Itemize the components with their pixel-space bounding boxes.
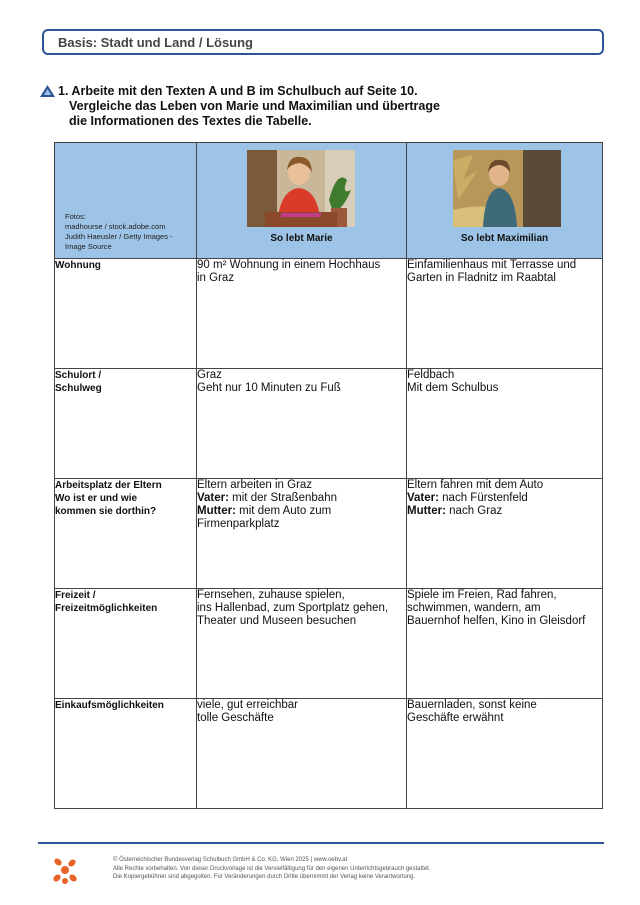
maximilian-photo: [453, 150, 561, 227]
maximilian-cell: Einfamilienhaus mit Terrasse und Garten in Fladnitz im Raabtal: [407, 259, 603, 369]
marie-cell: 90 m² Wohnung in einem Hochhaus in Graz: [197, 259, 407, 369]
footer-line: Alle Rechte vorbehalten. Von dieser Druckvorlage ist die Vervielfältigung für den eigenen Unterrichtsgebrauch gestattet.: [113, 865, 431, 872]
marie-caption: So lebt Marie: [270, 233, 333, 244]
credit-line: Fotos:: [65, 212, 86, 221]
table-row: [55, 589, 603, 699]
footer-line: Die Kopiergebühren sind abgegolten. Für Veränderungen durch Dritte übernimmt der Verlag keine Verantwortung.: [113, 874, 416, 880]
credit-line: Judith Haeusler / Getty Images -: [65, 232, 173, 241]
row-label: Wohnung: [55, 259, 197, 369]
maximilian-cell: Eltern fahren mit dem Auto Vater: nach Fürstenfeld Mutter: nach Graz: [407, 479, 603, 589]
row-label: Freizeit / Freizeitmöglichkeiten: [55, 589, 197, 699]
marie-cell: Fernsehen, zuhause spielen, ins Hallenbad, zum Sportplatz gehen, Theater und Museen besuchen: [197, 589, 407, 699]
footer-line: © Österreichischer Bundesverlag Schulbuch GmbH & Co. KG, Wien 2025 | www.oebv.at: [113, 857, 348, 863]
table-row: [55, 699, 603, 809]
row-label: Arbeitsplatz der Eltern Wo ist er und wie kommen sie dorthin?: [55, 479, 197, 589]
comparison-table: [54, 142, 603, 809]
table-row: [55, 369, 603, 479]
table-row: [55, 259, 603, 369]
photo-credits: [65, 212, 173, 252]
row-label: Einkaufsmöglichkeiten: [55, 699, 197, 809]
triangle-difficulty-icon: [40, 85, 55, 97]
footer-copyright: [113, 856, 431, 882]
oebv-logo-icon: [52, 856, 78, 884]
table-row: [55, 479, 603, 589]
marie-cell: viele, gut erreichbar tolle Geschäfte: [197, 699, 407, 809]
maximilian-cell: Spiele im Freien, Rad fahren, schwimmen, wandern, am Bauernhof helfen, Kino in Gleisdorf: [407, 589, 603, 699]
task-line: Vergleiche das Leben von Marie und Maximilian und übertrage: [69, 99, 440, 113]
photo-credits-cell: [55, 143, 197, 259]
maximilian-cell: Feldbach Mit dem Schulbus: [407, 369, 603, 479]
table-header-row: [55, 143, 603, 259]
page-title: Basis: Stadt und Land / Lösung: [58, 35, 253, 50]
maximilian-caption: So lebt Maximilian: [460, 233, 549, 244]
header-box: [42, 29, 604, 55]
maximilian-header-cell: [407, 143, 603, 259]
credit-line: madhourse / stock.adobe.com: [65, 222, 166, 231]
task-line: die Informationen des Textes die Tabelle.: [69, 114, 312, 128]
marie-photo: [247, 150, 355, 227]
marie-cell: Eltern arbeiten in Graz Vater: mit der Straßenbahn Mutter: mit dem Auto zum Firmenparkplatz: [197, 479, 407, 589]
credit-line: Image Source: [65, 242, 112, 251]
maximilian-cell: Bauernladen, sonst keine Geschäfte erwähnt: [407, 699, 603, 809]
footer-divider: [38, 842, 604, 844]
marie-cell: Graz Geht nur 10 Minuten zu Fuß: [197, 369, 407, 479]
marie-header-cell: [197, 143, 407, 259]
task-line: 1. Arbeite mit den Texten A und B im Schulbuch auf Seite 10.: [58, 84, 418, 98]
row-label: Schulort / Schulweg: [55, 369, 197, 479]
